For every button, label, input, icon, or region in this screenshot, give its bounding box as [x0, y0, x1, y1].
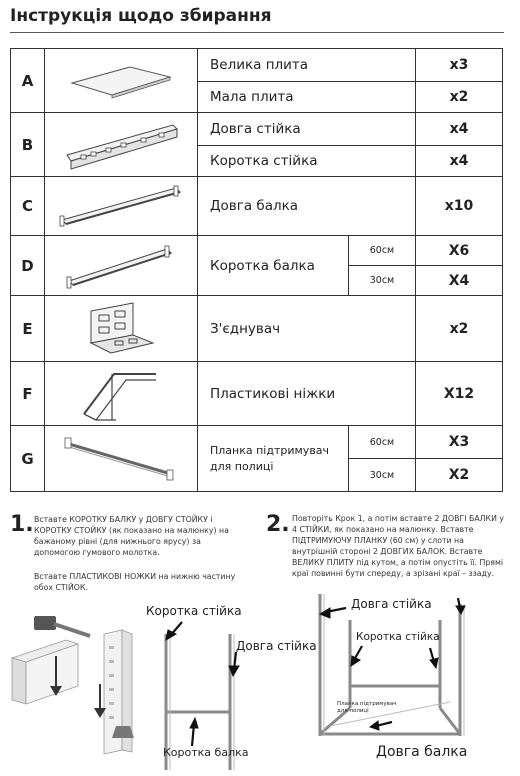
step-2-text: Повторіть Крок 1, а потім вставте 2 ДОВГІ БАЛКИ у 4 СТІЙКИ, як показано на малюнку. Вставте ПІДТРИМУЮЧУ ПЛАНКУ (60 см) у слоти на внутрішній стороні 2 ДОВГИХ БАЛОК. Вставте ВЕЛИКУ ПЛИТУ під кутом, а потім опустіть її. Прямі краї повинні бути спереду, а зрізані краї – ззаду.	[292, 514, 504, 578]
part-name: З'єднувач	[198, 296, 416, 362]
support-bar-image	[45, 426, 198, 492]
part-letter: E	[11, 296, 45, 362]
part-letter: A	[11, 49, 45, 113]
part-name: Мала плита	[198, 82, 416, 113]
step-1-text: Вставте КОРОТКУ БАЛКУ у ДОВГУ СТОЙКУ і КОРОТКУ СТОЙКУ (як показано на малюнку) на бажаному рівні (для нижнього ярусу) за допомогою гумового молотка.	[34, 515, 229, 557]
part-qty: x2	[416, 82, 503, 113]
step-2-number: 2.	[266, 512, 290, 537]
table-row	[11, 296, 503, 362]
connector-image	[45, 296, 198, 362]
part-letter: G	[11, 426, 45, 492]
part-qty: x10	[416, 177, 503, 236]
part-qty: x4	[416, 146, 503, 177]
mallet-icon	[34, 616, 90, 636]
part-letter: F	[11, 362, 45, 426]
part-name: Довга балка	[198, 177, 416, 236]
table-row	[11, 177, 503, 236]
short-beam-label: Коротка балка	[163, 746, 249, 759]
post-image	[45, 113, 198, 177]
table-row	[11, 236, 503, 266]
parts-table	[10, 48, 503, 492]
short-post-label: Коротка стійка	[356, 631, 440, 643]
part-qty: X6	[416, 236, 503, 266]
part-name: Довга стійка	[198, 113, 416, 146]
arrow-icon	[166, 622, 239, 746]
part-size: 30см	[349, 266, 416, 296]
support-bar-label: Планка підтримувач для полиці	[337, 701, 397, 714]
part-letter: C	[11, 177, 45, 236]
long-beam-image	[45, 177, 198, 236]
part-size: 60см	[349, 426, 416, 459]
part-qty: X3	[416, 426, 503, 459]
part-letter: D	[11, 236, 45, 296]
page-title: Інструкція щодо збирання	[10, 6, 272, 26]
part-qty: X4	[416, 266, 503, 296]
part-name: Пластикові ніжки	[198, 362, 416, 426]
step-1-number: 1.	[10, 512, 34, 537]
title-divider	[10, 32, 504, 33]
table-row	[11, 426, 503, 459]
part-name: Коротка балка	[198, 236, 349, 296]
part-letter: B	[11, 113, 45, 177]
short-beam-image	[45, 236, 198, 296]
long-beam-label: Довга балка	[376, 744, 468, 760]
part-name: Велика плита	[198, 49, 416, 82]
table-row	[11, 362, 503, 426]
plastic-feet-image	[45, 362, 198, 426]
part-qty: x2	[416, 296, 503, 362]
large-plate-image	[45, 49, 198, 113]
part-qty: X12	[416, 362, 503, 426]
part-name: Коротка стійка	[198, 146, 416, 177]
table-row	[11, 49, 503, 82]
step-1-text-feet: Вставте ПЛАСТИКОВІ НОЖКИ на нижню частину обох СТІЙОК.	[34, 572, 236, 592]
part-size: 30см	[349, 459, 416, 492]
part-qty: x4	[416, 113, 503, 146]
long-post-label: Довга стійка	[236, 639, 317, 653]
table-row	[11, 113, 503, 146]
part-qty: x3	[416, 49, 503, 82]
part-size: 60см	[349, 236, 416, 266]
step-2-diagram	[300, 590, 500, 740]
part-qty: X2	[416, 459, 503, 492]
part-name: Планка підтримувач для полиці	[198, 426, 349, 492]
short-post-label: Коротка стійка	[146, 604, 242, 618]
long-post-label: Довга стійка	[351, 597, 432, 611]
